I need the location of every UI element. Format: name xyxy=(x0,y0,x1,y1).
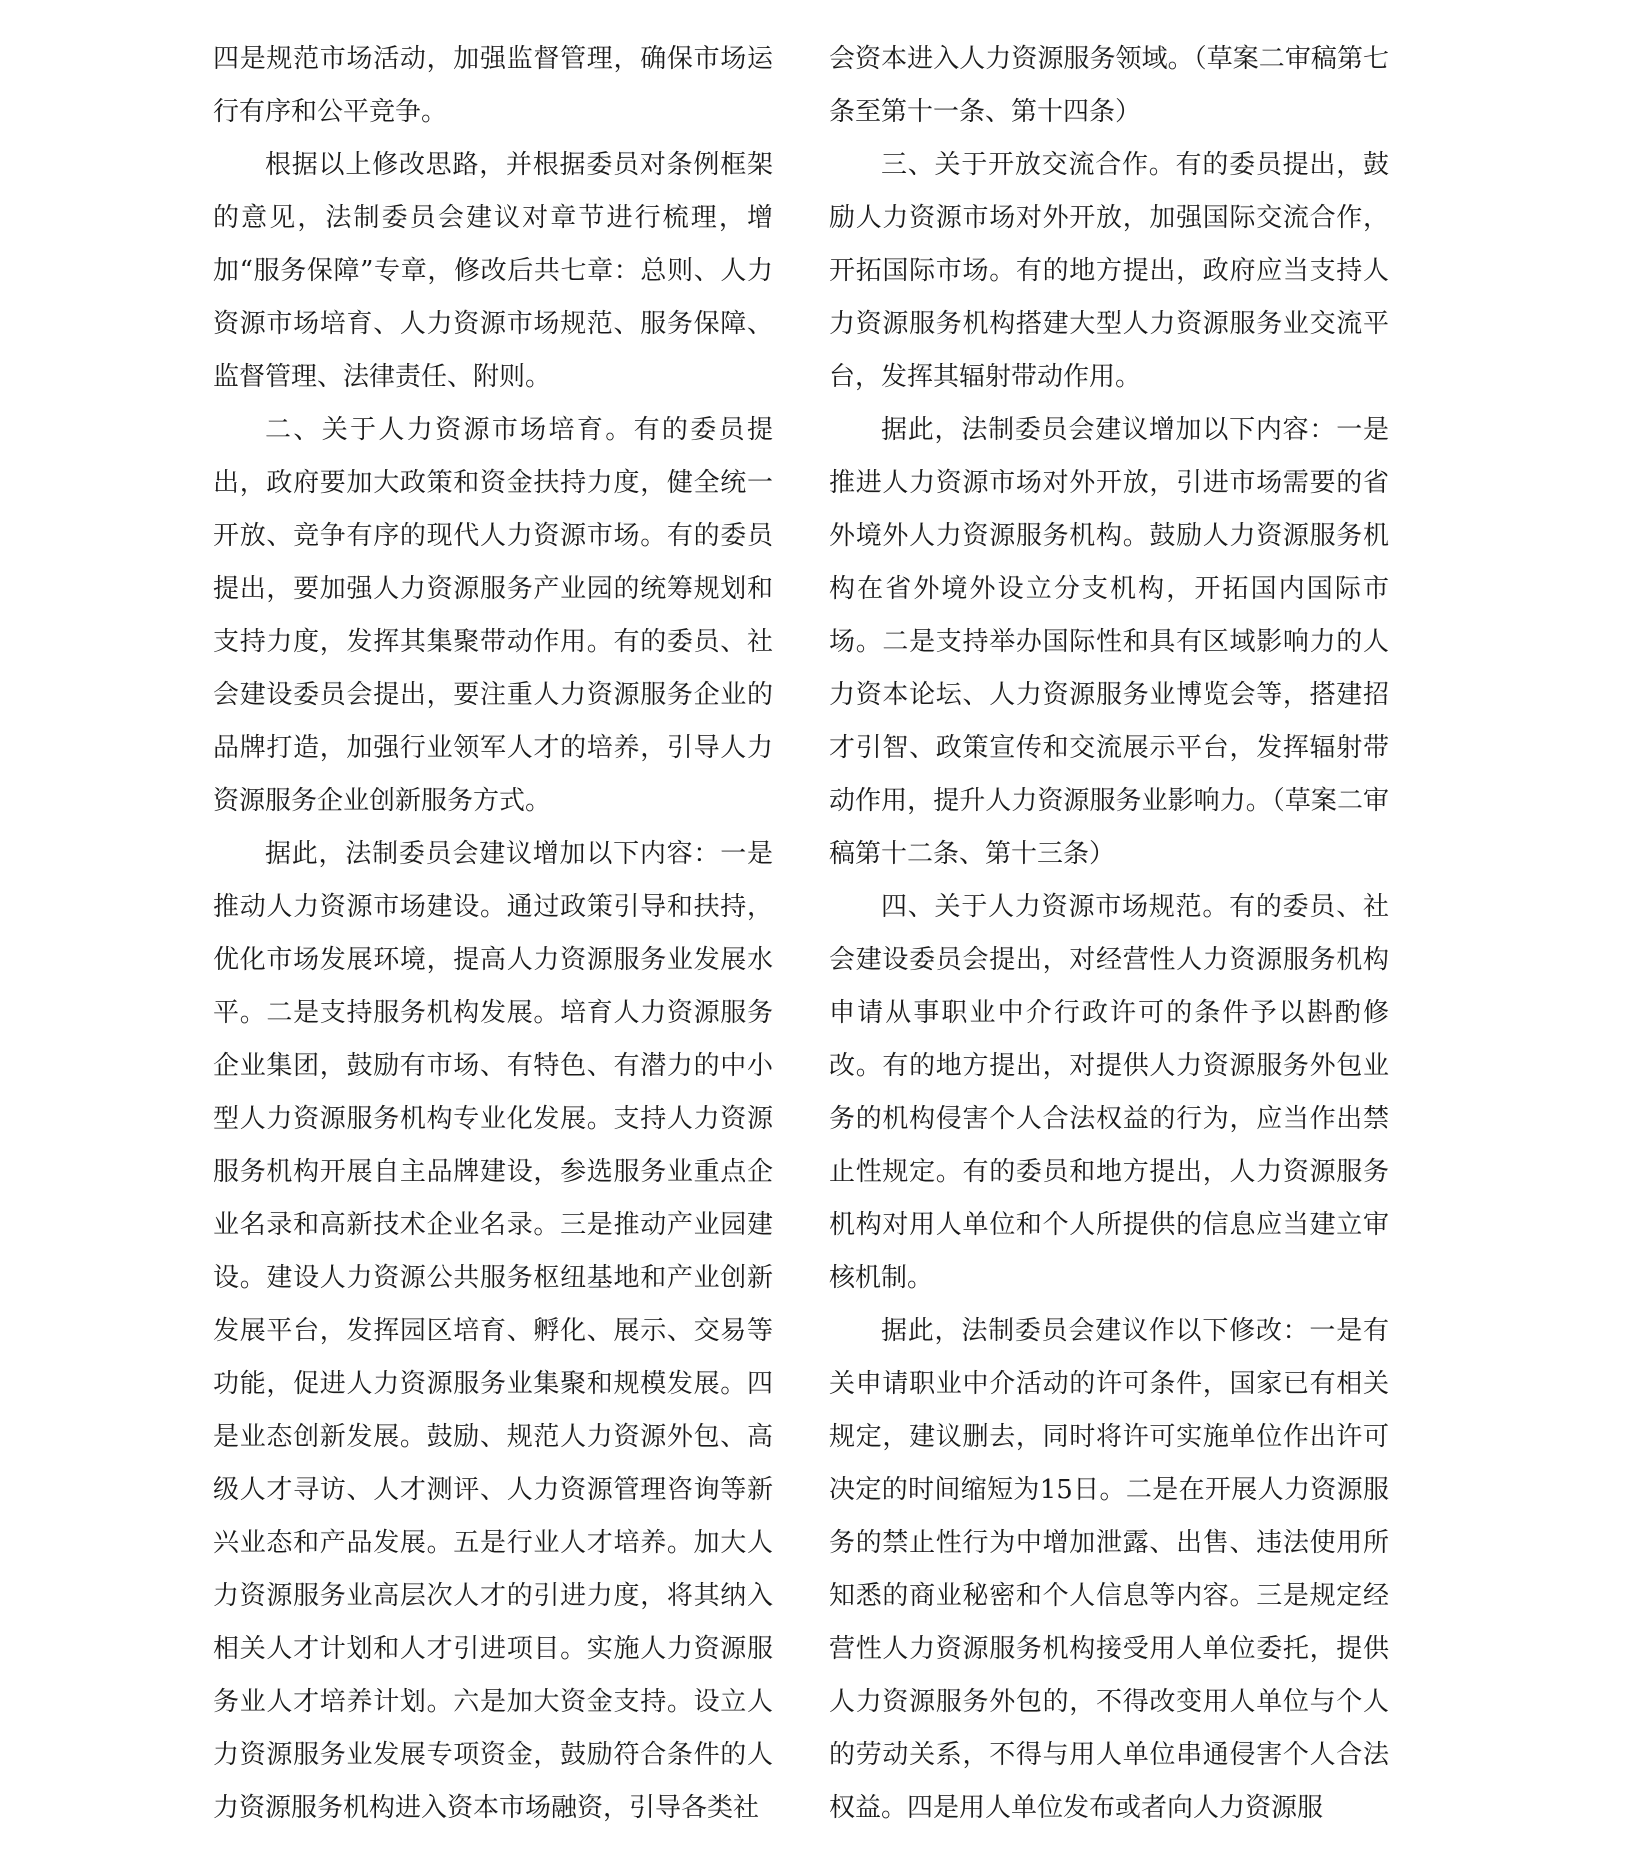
paragraph: 据此，法制委员会建议增加以下内容：一是推动人力资源市场建设。通过政策引导和扶持，优化市场发展环境，提高人力资源服务业发展水平。二是支持服务机构发展。培育人力资源服务企业集团，鼓励有市场、有特色、有潜力的中小型人力资源服务机构专业化发展。支持人力资源服务机构开展自主品牌建设，参选服务业重点企业名录和高新技术企业名录。三是推动产业园建设。建设人力资源公共服务枢纽基地和产业创新发展平台，发挥园区培育、孵化、展示、交易等功能，促进人力资源服务业集聚和规模发展。四是业态创新发展。鼓励、规范人力资源外包、高级人才寻访、人才测评、人力资源管理咨询等新兴业态和产品发展。五是行业人才培养。加大人力资源服务业高层次人才的引进力度，将其纳入相关人才计划和人才引进项目。实施人力资源服务业人才培养计划。六是加大资金支持。设立人力资源服务业发展专项资金，鼓励符合条件的人力资源服务机构进入资本市场融资，引导各类社 xyxy=(213,839,773,1823)
paragraph: 二、关于人力资源市场培育。有的委员提出，政府要加大政策和资金扶持力度，健全统一开放、竞争有序的现代人力资源市场。有的委员提出，要加强人力资源服务产业园的统筹规划和支持力度，发挥其集聚带动作用。有的委员、社会建设委员会提出，要注重人力资源服务企业的品牌打造，加强行业领军人才的培养，引导人力资源服务企业创新服务方式。 xyxy=(213,415,773,816)
paragraph: 四、关于人力资源市场规范。有的委员、社会建设委员会提出，对经营性人力资源服务机构申请从事职业中介行政许可的条件予以斟酌修改。有的地方提出，对提供人力资源服务外包业务的机构侵害个人合法权益的行为，应当作出禁止性规定。有的委员和地方提出，人力资源服务机构对用人单位和个人所提供的信息应当建立审核机制。 xyxy=(829,892,1389,1293)
paragraph: 根据以上修改思路，并根据委员对条例框架的意见，法制委员会建议对章节进行梳理，增加“服务保障”专章，修改后共七章：总则、人力资源市场培育、人力资源市场规范、服务保障、监督管理、法律责任、附则。 xyxy=(213,150,773,392)
paragraph: 三、关于开放交流合作。有的委员提出，鼓励人力资源市场对外开放，加强国际交流合作，开拓国际市场。有的地方提出，政府应当支持人力资源服务机构搭建大型人力资源服务业交流平台，发挥其辐射带动作用。 xyxy=(829,150,1389,392)
paragraph: 会资本进入人力资源服务领域。（草案二审稿第七条至第十一条、第十四条） xyxy=(829,44,1389,127)
paragraph: 据此，法制委员会建议作以下修改：一是有关申请职业中介活动的许可条件，国家已有相关规定，建议删去，同时将许可实施单位作出许可决定的时间缩短为15日。二是在开展人力资源服务的禁止性行为中增加泄露、出售、违法使用所知悉的商业秘密和个人信息等内容。三是规定经营性人力资源服务机构接受用人单位委托，提供人力资源服务外包的，不得改变用人单位与个人的劳动关系，不得与用人单位串通侵害个人合法权益。四是用人单位发布或者向人力资源服 xyxy=(829,1316,1389,1823)
paragraph: 四是规范市场活动，加强监督管理，确保市场运行有序和公平竞争。 xyxy=(213,44,773,127)
right-column xyxy=(829,33,1389,1835)
left-column xyxy=(213,33,773,1835)
paragraph: 据此，法制委员会建议增加以下内容：一是推进人力资源市场对外开放，引进市场需要的省外境外人力资源服务机构。鼓励人力资源服务机构在省外境外设立分支机构，开拓国内国际市场。二是支持举办国际性和具有区域影响力的人力资本论坛、人力资源服务业博览会等，搭建招才引智、政策宣传和交流展示平台，发挥辐射带动作用，提升人力资源服务业影响力。（草案二审稿第十二条、第十三条） xyxy=(829,415,1389,869)
